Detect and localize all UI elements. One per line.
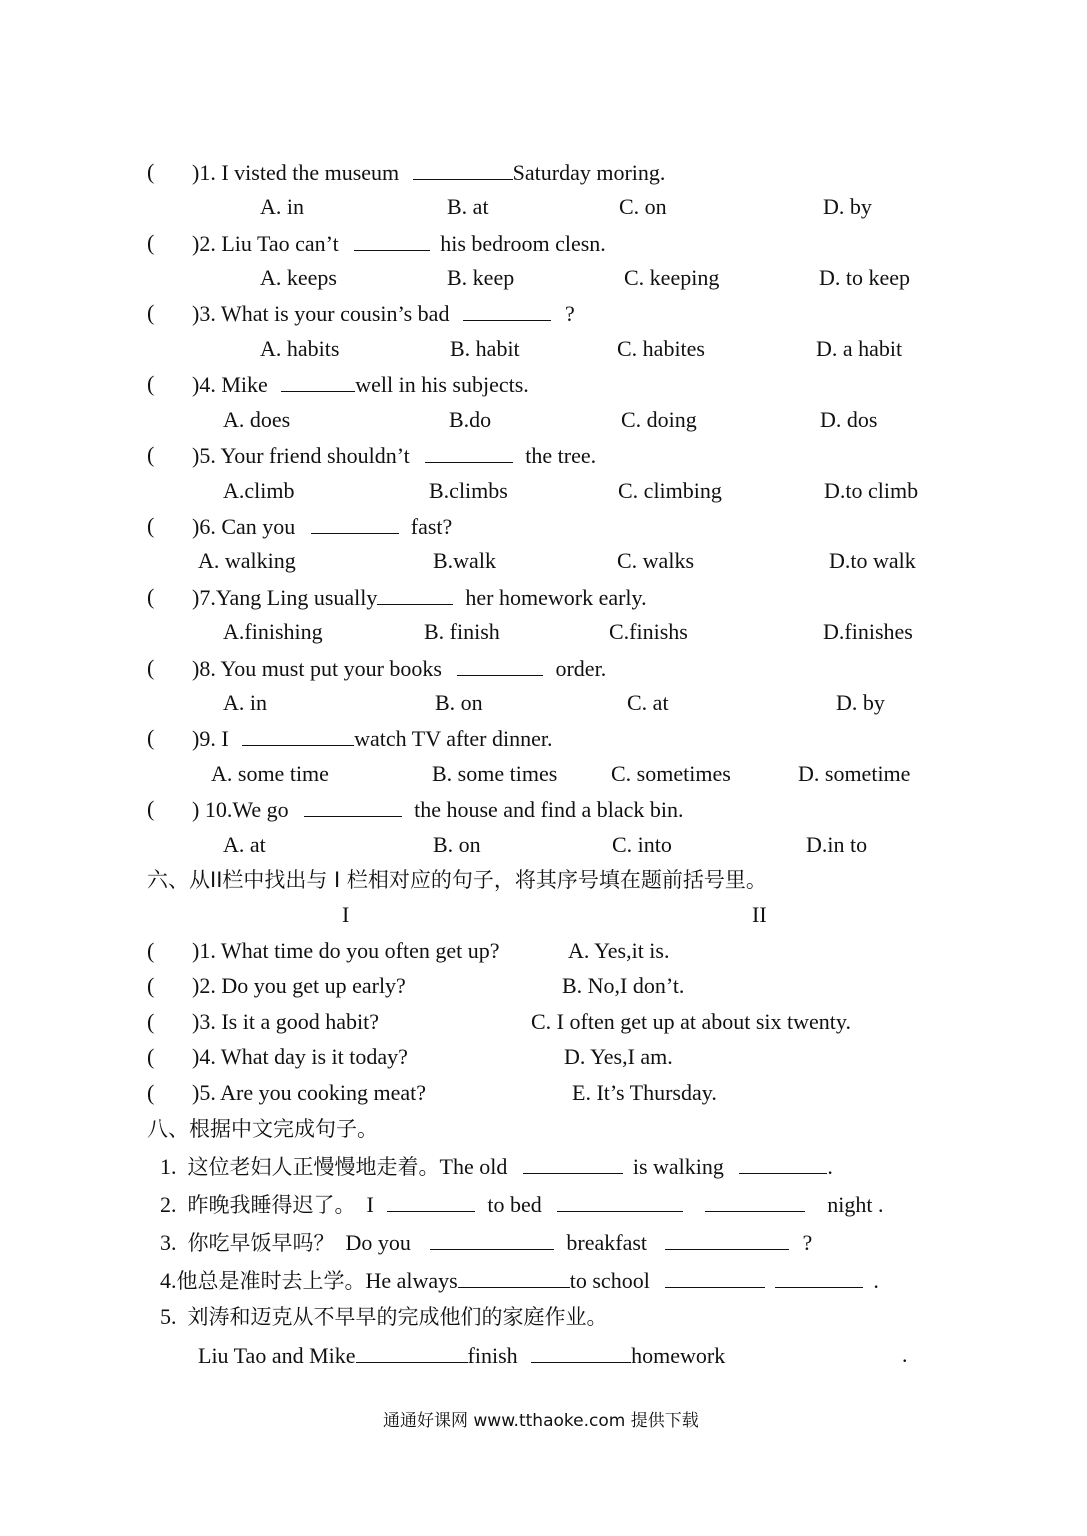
- option-d: D. by: [823, 194, 872, 219]
- option-d: D. to keep: [819, 265, 911, 290]
- option-c: C. at: [627, 690, 669, 715]
- question-stem: [192, 725, 553, 751]
- stem-part: )3. What is your cousin’s bad: [192, 301, 450, 326]
- option-c: C. into: [612, 832, 672, 857]
- sentence-number: 1.: [160, 1154, 177, 1179]
- option-a: A. walking: [198, 548, 296, 573]
- match-answer: C. I often get up at about six twenty.: [531, 1009, 851, 1034]
- option-d: D.finishes: [823, 619, 913, 644]
- sentence-text: to school: [569, 1268, 650, 1293]
- answer-blank: [354, 230, 430, 251]
- stem-part: )9. I: [192, 726, 229, 751]
- option-b: B. habit: [450, 336, 520, 361]
- option-a: A.finishing: [223, 619, 323, 644]
- sentence-text: homework: [631, 1343, 726, 1368]
- answer-paren: (: [147, 973, 155, 998]
- chinese-prompt: 你吃早饭早吗？: [187, 1231, 335, 1255]
- answer-blank: [705, 1191, 805, 1212]
- option-b: B. some times: [432, 761, 558, 786]
- sentence-1: [160, 1153, 833, 1179]
- sentence-text: .: [873, 1268, 879, 1293]
- answer-paren: (: [147, 300, 155, 325]
- stem-part: the house and find a black bin.: [414, 797, 684, 822]
- answer-blank: [413, 159, 513, 180]
- answer-blank: [458, 1267, 570, 1288]
- stem-part: ) 10.We go: [192, 797, 289, 822]
- stem-part: )8. You must put your books: [192, 656, 442, 681]
- sentence-number: 5.: [160, 1304, 177, 1329]
- sentence-text: .: [827, 1154, 833, 1179]
- sentence-end-period: .: [902, 1342, 908, 1367]
- option-d: D.to walk: [829, 548, 916, 573]
- question-stem: [192, 300, 575, 326]
- sentence-text: to bed: [487, 1192, 542, 1217]
- sentence-3: [160, 1229, 812, 1255]
- question-stem: [192, 655, 606, 681]
- stem-part: )7.Yang Ling usually: [192, 585, 378, 610]
- question-stem: [192, 230, 606, 256]
- chinese-prompt: 他总是准时去上学。: [176, 1269, 366, 1293]
- answer-blank: [356, 1342, 468, 1363]
- stem-part: )4. Mike: [192, 372, 268, 397]
- option-a: A. does: [223, 407, 291, 432]
- question-stem: [192, 442, 596, 468]
- chinese-prompt: 这位老妇人正慢慢地走着。: [187, 1155, 440, 1179]
- match-answer: A. Yes,it is.: [568, 938, 670, 963]
- stem-part: Saturday moring.: [512, 160, 666, 185]
- section-heading: 六、从II栏中找出与 I 栏相对应的句子，将其序号填在题前括号里。: [147, 868, 767, 892]
- option-a: A. in: [260, 194, 304, 219]
- option-c: C. on: [619, 194, 667, 219]
- option-b: B. on: [433, 832, 481, 857]
- stem-part: watch TV after dinner.: [354, 726, 553, 751]
- stem-part: )2. Liu Tao can’t: [192, 231, 339, 256]
- sentence-text: breakfast: [566, 1230, 648, 1255]
- answer-blank: [304, 796, 402, 817]
- option-b: B. at: [447, 194, 489, 219]
- option-d: D.in to: [806, 832, 868, 857]
- sentence-number: 2.: [160, 1192, 177, 1217]
- option-b: B. finish: [424, 619, 500, 644]
- option-b: B. on: [435, 690, 483, 715]
- page-footer: 通通好课网 www.tthaoke.com 提供下载: [383, 1411, 699, 1431]
- question-stem: [192, 513, 452, 539]
- stem-part: her homework early.: [465, 585, 647, 610]
- answer-paren: (: [147, 938, 155, 963]
- answer-paren: (: [147, 655, 155, 680]
- section-heading: 八、根据中文完成句子。: [147, 1117, 378, 1141]
- sentence-number: 3.: [160, 1230, 177, 1255]
- sentence-5-english: [198, 1342, 725, 1368]
- option-a: A. habits: [260, 336, 340, 361]
- answer-blank: [557, 1191, 683, 1212]
- sentence-4: [160, 1267, 879, 1293]
- answer-paren: (: [147, 442, 155, 467]
- option-d: D. sometime: [798, 761, 911, 786]
- stem-part: well in his subjects.: [355, 372, 529, 397]
- match-question: )5. Are you cooking meat?: [192, 1080, 426, 1105]
- option-c: C. habites: [617, 336, 705, 361]
- stem-part: his bedroom clesn.: [440, 231, 606, 256]
- option-d: D. by: [836, 690, 885, 715]
- option-c: C. climbing: [618, 478, 722, 503]
- answer-blank: [281, 371, 355, 392]
- stem-part: the tree.: [525, 443, 597, 468]
- answer-paren: (: [147, 725, 155, 750]
- sentence-text: night .: [827, 1192, 884, 1217]
- match-answer: D. Yes,I am.: [564, 1044, 673, 1069]
- answer-paren: (: [147, 1080, 155, 1105]
- answer-paren: (: [147, 796, 155, 821]
- option-b: B.climbs: [429, 478, 508, 503]
- option-a: A. in: [223, 690, 267, 715]
- answer-blank: [665, 1229, 789, 1250]
- option-c: C. sometimes: [611, 761, 731, 786]
- answer-paren: (: [147, 1009, 155, 1034]
- match-question: )2. Do you get up early?: [192, 973, 406, 998]
- column-label-i: I: [342, 902, 350, 927]
- column-label-ii: II: [752, 902, 767, 927]
- option-d: D.to climb: [824, 478, 919, 503]
- option-d: D. a habit: [816, 336, 903, 361]
- stem-part: ?: [564, 301, 575, 326]
- match-question: )4. What day is it today?: [192, 1044, 408, 1069]
- answer-paren: (: [147, 371, 155, 396]
- answer-blank: [430, 1229, 554, 1250]
- sentence-text: Liu Tao and Mike: [198, 1343, 356, 1368]
- question-stem: [192, 584, 647, 610]
- chinese-prompt: 刘涛和迈克从不早早的完成他们的家庭作业。: [187, 1305, 608, 1329]
- option-b: B. keep: [447, 265, 515, 290]
- option-c: C. keeping: [624, 265, 720, 290]
- sentence-number: 4.: [160, 1268, 177, 1293]
- option-c: C.finishs: [609, 619, 688, 644]
- option-a: A. keeps: [260, 265, 337, 290]
- stem-part: )6. Can you: [192, 514, 296, 539]
- question-stem: [192, 371, 529, 397]
- answer-blank: [425, 442, 513, 463]
- option-c: C. doing: [621, 407, 697, 432]
- sentence-text: The old: [439, 1154, 508, 1179]
- answer-blank: [387, 1191, 475, 1212]
- answer-blank: [531, 1342, 631, 1363]
- match-question: )3. Is it a good habit?: [192, 1009, 379, 1034]
- option-b: B.do: [449, 407, 492, 432]
- answer-blank: [463, 300, 551, 321]
- answer-blank: [739, 1153, 827, 1174]
- option-a: A. at: [223, 832, 266, 857]
- question-stem: [192, 159, 665, 185]
- question-stem: [192, 796, 684, 822]
- sentence-text: ?: [802, 1230, 813, 1255]
- answer-paren: (: [147, 584, 155, 609]
- answer-paren: (: [147, 513, 155, 538]
- answer-blank: [311, 513, 399, 534]
- sentence-2: [160, 1191, 883, 1217]
- answer-paren: (: [147, 159, 155, 184]
- option-d: D. dos: [820, 407, 878, 432]
- stem-part: )1. I visted the museum: [192, 160, 400, 185]
- sentence-text: Do you: [345, 1230, 411, 1255]
- chinese-prompt: 昨晚我睡得迟了。: [187, 1193, 356, 1217]
- answer-blank: [665, 1267, 765, 1288]
- stem-part: order.: [555, 656, 607, 681]
- stem-part: fast?: [410, 514, 453, 539]
- sentence-5: [160, 1304, 608, 1330]
- option-a: A. some time: [211, 761, 329, 786]
- match-answer: E. It’s Thursday.: [572, 1080, 717, 1105]
- option-a: A.climb: [223, 478, 295, 503]
- sentence-text: is walking: [632, 1154, 724, 1179]
- sentence-text: He always: [365, 1268, 458, 1293]
- match-question: )1. What time do you often get up?: [192, 938, 500, 963]
- stem-part: )5. Your friend shouldn’t: [192, 443, 410, 468]
- sentence-text: finish: [467, 1343, 518, 1368]
- answer-paren: (: [147, 230, 155, 255]
- answer-blank: [523, 1153, 623, 1174]
- answer-blank: [377, 584, 453, 605]
- answer-blank: [457, 655, 543, 676]
- answer-paren: (: [147, 1044, 155, 1069]
- sentence-text: I: [366, 1192, 374, 1217]
- answer-blank: [242, 725, 354, 746]
- match-answer: B. No,I don’t.: [562, 973, 685, 998]
- option-b: B.walk: [433, 548, 496, 573]
- option-c: C. walks: [617, 548, 694, 573]
- answer-blank: [775, 1267, 863, 1288]
